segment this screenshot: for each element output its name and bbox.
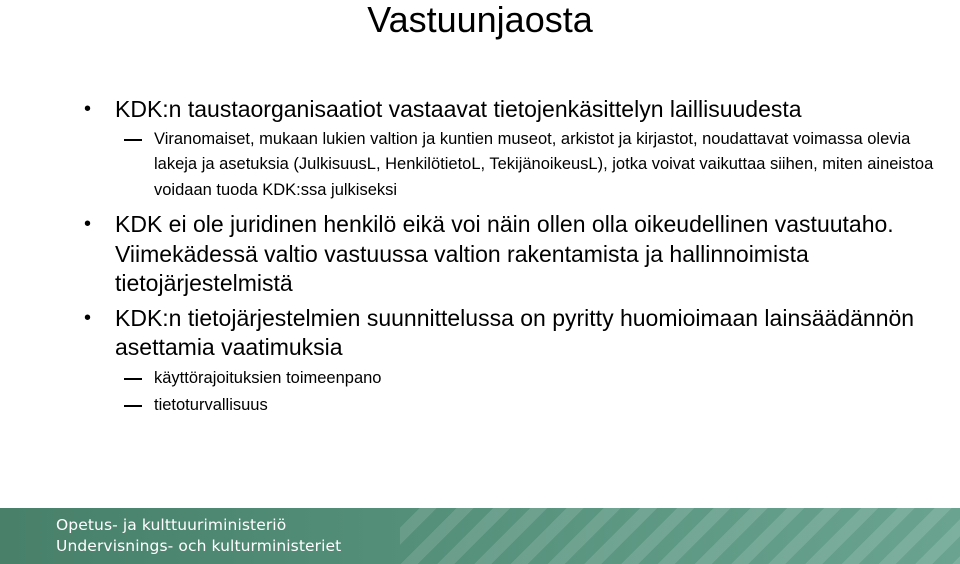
dash-icon xyxy=(124,405,142,407)
sub-bullet-item xyxy=(80,393,940,419)
bullet-text: KDK ei ole juridinen henkilö eikä voi näin ollen olla oikeudellinen vastuutaho. Viimekädessä valtio vastuussa valtion rakentamista ja hallinnoimista tietojärjestelmistä xyxy=(115,211,894,296)
bullet-dot-icon: • xyxy=(84,213,92,235)
bullet-item xyxy=(80,95,940,125)
bullet-text: KDK:n tietojärjestelmien suunnittelussa on pyritty huomioimaan lainsäädännön asettamia vaatimuksia xyxy=(115,304,915,360)
sub-bullet-text: käyttörajoituksien toimeenpano xyxy=(154,368,382,387)
footer-stripe-pattern xyxy=(400,508,960,564)
ministry-name-finnish: Opetus- ja kulttuuriministeriö xyxy=(56,516,287,534)
sub-bullet-text: tietoturvallisuus xyxy=(154,396,268,414)
sub-bullet-item xyxy=(80,366,940,392)
slide-title: Vastuunjaosta xyxy=(367,0,593,40)
bullet-list xyxy=(80,95,940,419)
bullet-dot-icon: • xyxy=(84,98,92,120)
bullet-item xyxy=(80,304,940,363)
ministry-name-swedish: Undervisnings- och kulturministeriet xyxy=(56,537,342,555)
bullet-dot-icon: • xyxy=(84,306,92,329)
ministry-logo-text xyxy=(56,515,341,557)
bullet-text: KDK:n taustaorganisaatiot vastaavat tietojenkäsittelyn laillisuudesta xyxy=(115,96,802,122)
dash-icon xyxy=(124,139,142,141)
bullet-item xyxy=(80,210,940,299)
sub-bullet-item xyxy=(80,127,940,204)
dash-icon xyxy=(124,378,142,380)
footer-bar xyxy=(0,508,960,564)
sub-bullet-text: Viranomaiset, mukaan lukien valtion ja kuntien museot, arkistot ja kirjastot, noudattavat voimassa olevia lakeja ja asetuksia (JulkisuusL, HenkilötietoL, TekijänoikeusL), jotka voivat vaikuttaa siihen, miten aineistoa voidaan tuoda KDK:ssa julkiseksi xyxy=(154,129,934,199)
